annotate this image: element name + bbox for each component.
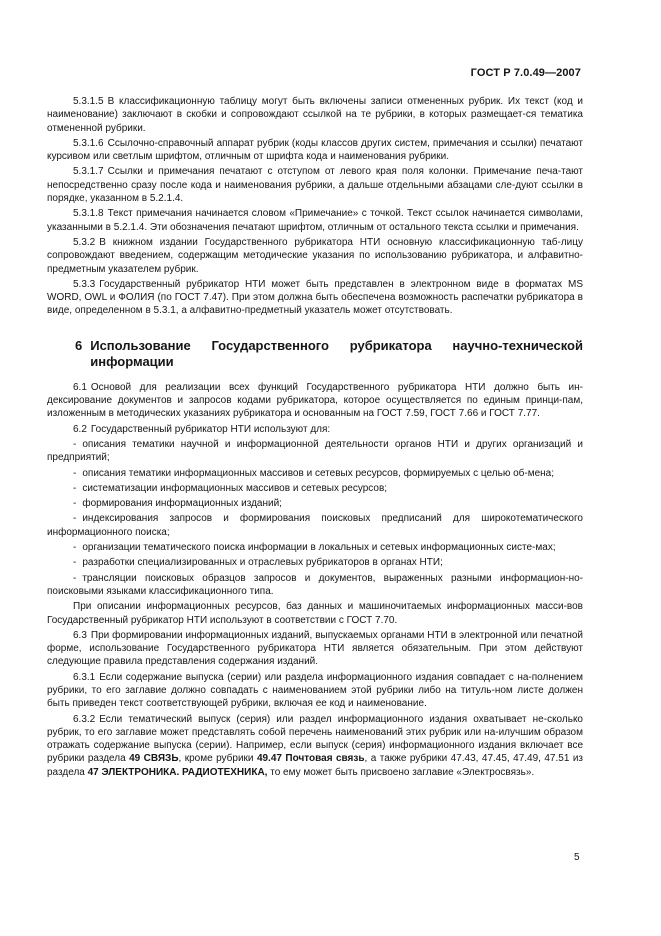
clause-5-3-1-6 — [47, 137, 583, 164]
clause-text: Государственный рубрикатор НТИ используют для: — [90, 423, 331, 435]
clause-text: Ссылочно-справочный аппарат рубрик (коды классов других систем, примечания и ссылки) печатают курсивом или светлым шрифтом, отличным от шрифта кода и наименования рубрики. — [47, 137, 583, 163]
list-item — [47, 467, 583, 480]
clause-text: При формировании информационных изданий, выпускаемых органами НТИ в электронной или печатной форме, использование Государственного рубрикатора НТИ является обязательным. При этом действуют следующие правила представления содержания изданий. — [47, 629, 583, 668]
clause-5-3-1-5 — [47, 95, 583, 135]
clause-6-2-continuation — [47, 600, 583, 627]
bold-rubric-section: 49 СВЯЗЬ — [129, 753, 179, 765]
clause-text: то ему может быть присвоено заглавие «Электросвязь». — [267, 766, 535, 778]
clause-number: 6.3.1 — [73, 671, 96, 683]
clause-number: 6.1 — [73, 381, 87, 393]
clause-5-3-2 — [47, 236, 583, 276]
clause-5-3-1-8 — [47, 207, 583, 234]
clause-5-3-1-7 — [47, 165, 583, 205]
list-dash: - — [73, 467, 77, 479]
list-item-text: описания тематики информационных массивов и сетевых ресурсов, формируемых с целью об-мена; — [82, 467, 555, 479]
clause-text: , а также рубрики 47.43, 47.45, 47.49, 47.51 из раздела — [47, 753, 583, 778]
clause-number: 5.3.1.7 — [73, 166, 104, 178]
bold-rubric-section: 47 ЭЛЕКТРОНИКА. РАДИОТЕХНИКА, — [87, 766, 268, 778]
list-dash: - — [73, 557, 77, 569]
section-number: 6 — [75, 337, 83, 353]
list-dash: - — [73, 572, 77, 584]
clause-6-3-2 — [47, 713, 583, 779]
bold-rubric-code: 49.47 Почтовая связь — [256, 753, 365, 765]
clause-number: 6.2 — [73, 423, 87, 435]
clause-text: Основой для реализации всех функций Государственного рубрикатора НТИ должно быть ин-дексирование документов и запросов кодами рубрикатора, которое осуществляется по единым принци-пам, изложенным в методических указаниях рубрикатора и основанным на ГОСТ 7.59, ГОСТ 7.66 и ГОСТ 7.77. — [47, 381, 583, 420]
list-item — [47, 512, 583, 539]
clause-number: 5.3.3 — [73, 278, 96, 290]
list-item — [47, 572, 583, 599]
list-dash: - — [73, 513, 77, 525]
clause-text: Текст примечания начинается словом «Примечание» с точкой. Текст ссылок начинается символами, указанными в 5.2.1.4. Эти обозначения печатают шрифтом, отличным от остального текста ссылки и примечания. — [47, 208, 583, 233]
list-item — [47, 482, 583, 495]
list-item-text: систематизации информационных массивов и сетевых ресурсов; — [82, 482, 388, 494]
clause-text: В классификационную таблицу могут быть включены записи отмененных рубрик. Их текст (код и наименование) заключают в скобки и сопровождают ссылкой на те рубрики, в которых размещает-ся тематика отмененной рубрики. — [47, 96, 583, 134]
clause-number: 6.3 — [73, 629, 87, 641]
page-number: 5 — [574, 852, 580, 863]
list-item-text: организации тематического поиска информации в локальных и сетевых информационных систе-мах; — [82, 542, 556, 554]
clause-6-3-1 — [47, 671, 583, 711]
document-body — [47, 95, 583, 781]
section-6-heading — [47, 338, 583, 371]
clause-number: 6.3.2 — [73, 713, 96, 725]
clause-number: 5.3.1.5 — [73, 96, 104, 107]
clause-text: В книжном издании Государственного рубрикатора НТИ основную классификационную таб-лицу сопровождают введением, содержащим методические указания по использованию рубрикатора, и алфавитно-предметным указателем рубрик. — [47, 236, 583, 275]
clause-text: Если содержание выпуска (серии) или раздела информационного издания совпадает с на-полнением рубрики, то его заглавие должно совпадать с наименованием этой рубрики либо на титуль-ном листе должен быть приведен текст соответствующей рубрики, включая ее код и наименование. — [47, 671, 583, 710]
list-item-text: трансляции поисковых образцов запросов и документов, выраженных разными информацион-но-поисковыми языками классификационного типа. — [47, 572, 583, 597]
clause-number: 5.3.1.6 — [73, 137, 104, 149]
clause-text: Если тематический выпуск (серия) или раздел информационного издания охватывает не-сколько рубрик, то его заглавие может представлять собой перечень наименований этих рубрик или на-илучшим образом отражать содержание выпуска (серии). Например, если выпуск (серия) информационного издания включает все рубрики раздела — [47, 713, 583, 765]
clause-6-3 — [47, 629, 583, 669]
list-dash: - — [73, 482, 77, 494]
clause-text: Ссылки и примечания печатают с отступом от левого края поля колонки. Примечание печа-тают непосредственно сразу после кода и наименования рубрики, а дальше отдельными абзацами сле-дуют ссылки в порядке, указанном в 5.2.1.4. — [47, 166, 583, 205]
list-item — [47, 438, 583, 465]
clause-6-1 — [47, 381, 583, 421]
list-dash: - — [73, 438, 77, 450]
list-dash: - — [73, 498, 77, 510]
list-item-text: разработки специализированных и отраслевых рубрикаторов в органах НТИ; — [82, 557, 443, 569]
clause-number: 5.3.1.8 — [73, 208, 104, 220]
clause-text: , кроме рубрики — [178, 753, 257, 765]
list-dash: - — [73, 542, 77, 554]
clause-5-3-3 — [47, 278, 583, 318]
clause-text: Государственный рубрикатор НТИ может быть представлен в электронном виде в форматах MS WORD, OWL и ФОЛИЯ (по ГОСТ 7.47). При этом должна быть обеспечена возможность распечатки рубрикатора в виде, определенном в 5.3.1, а алфавитно-предметный указатель может отсутствовать. — [47, 278, 583, 317]
clause-number: 5.3.2 — [73, 236, 96, 248]
list-item — [47, 541, 583, 554]
list-item-text: формирования информационных изданий; — [82, 498, 282, 510]
clause-6-2 — [47, 423, 583, 436]
document-code-header: ГОСТ Р 7.0.49—2007 — [470, 67, 581, 79]
list-item-text: описания тематики научной и информационной деятельности органов НТИ и других организаций и предприятий; — [47, 438, 583, 464]
list-item-text: индексирования запросов и формирования поисковых предписаний для широкотематического информационного поиска; — [47, 513, 583, 538]
list-item — [47, 556, 583, 569]
clause-text: При описании информационных ресурсов, баз данных и машиночитаемых информационных масси-вов Государственный рубрикатор НТИ используют в соответствии с ГОСТ 7.70. — [47, 601, 583, 626]
list-item — [47, 497, 583, 510]
section-title: Использование Государственного рубрикатора научно-технической информации — [90, 337, 583, 370]
